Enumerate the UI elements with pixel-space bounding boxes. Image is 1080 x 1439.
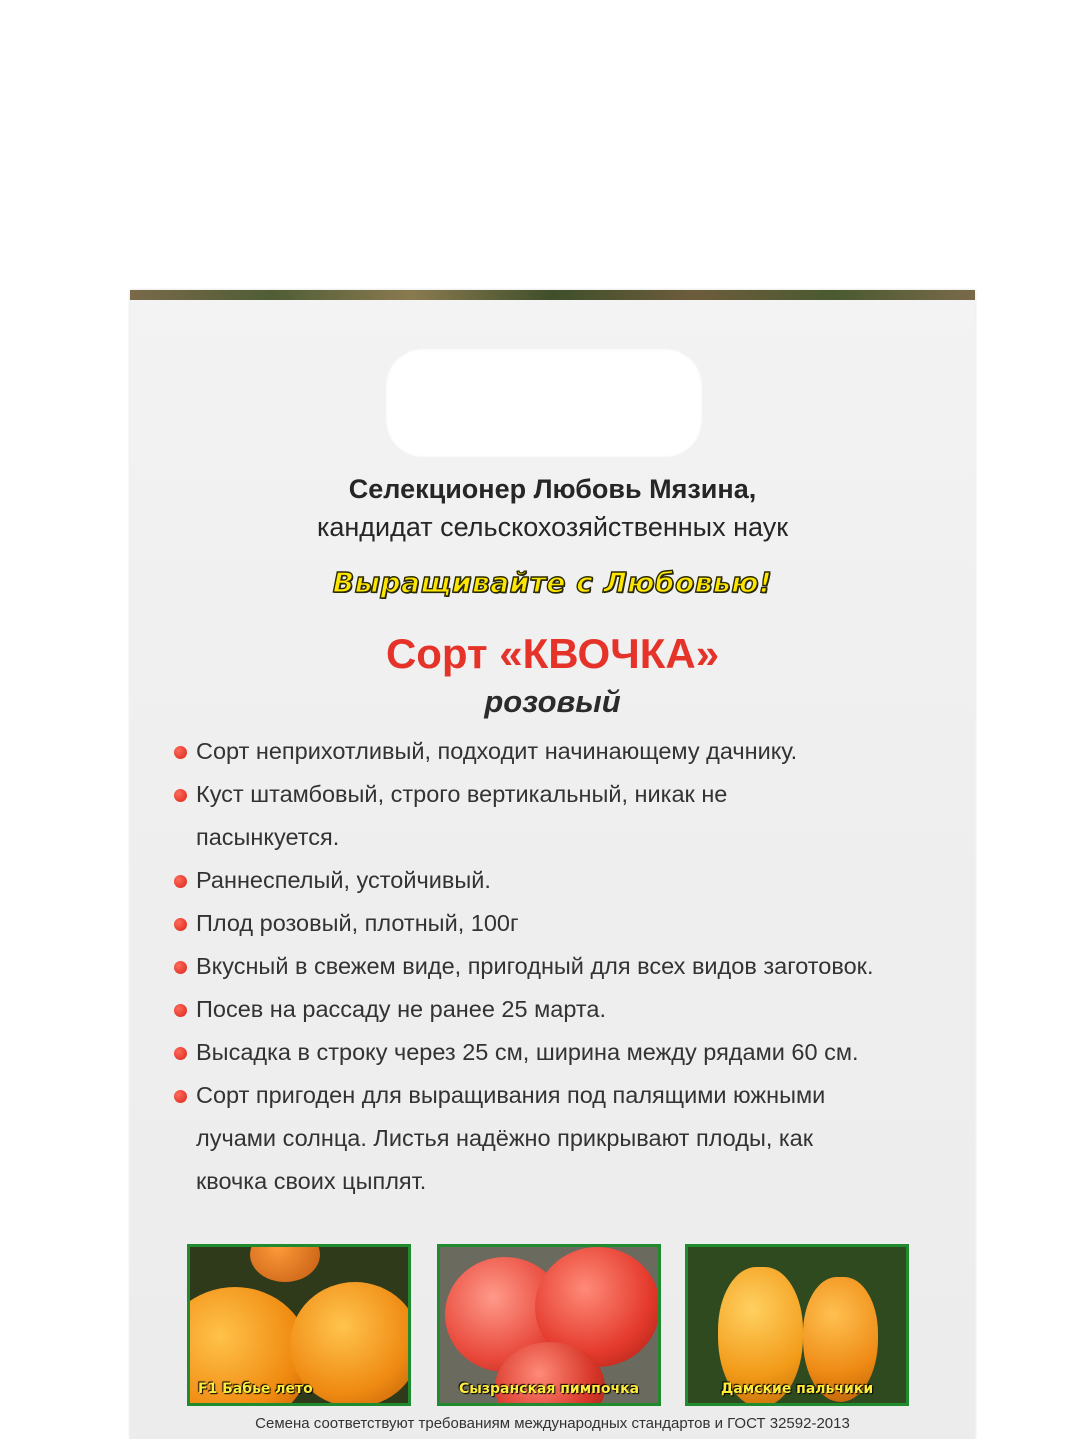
photo-damskie-palchiki (685, 1244, 909, 1406)
tomato-shape (250, 1244, 320, 1282)
feature-item: Сорт пригоден для выращивания под палящими южными лучами солнца. Листья надёжно прикрывают плоды, как квочка своих цыплят. (174, 1074, 964, 1203)
bullet-icon (174, 918, 187, 931)
variety-subtitle: розовый (484, 684, 621, 719)
bullet-icon (174, 789, 187, 802)
standards-note: Семена соответствуют требованиям международных стандартов и ГОСТ 32592-2013 (255, 1415, 850, 1432)
feature-item: Куст штамбовый, строго вертикальный, никак не пасынкуется. (174, 773, 964, 859)
bullet-icon (174, 875, 187, 888)
feature-item: Посев на рассаду не ранее 25 марта. (174, 988, 964, 1031)
hang-hole (385, 348, 703, 458)
breeder-title: кандидат сельскохозяйственных наук (316, 512, 789, 542)
bullet-icon (174, 1004, 187, 1017)
slogan: Выращивайте с Любовью! (332, 566, 773, 599)
feature-item: Сорт неприхотливый, подходит начинающему дачнику. (174, 730, 964, 773)
bullet-icon (174, 1090, 187, 1103)
photo-caption: F1 Бабье лето (198, 1381, 313, 1397)
packet-top-band (130, 290, 975, 300)
bullet-icon (174, 1047, 187, 1060)
breeder-name: Селекционер Любовь Мязина, (348, 474, 757, 504)
photo-babye-leto (187, 1244, 411, 1406)
photo-caption: Дамские пальчики (720, 1381, 874, 1397)
photo-syzranskaya-pimpochka (437, 1244, 661, 1406)
variety-photos (187, 1244, 907, 1404)
feature-item: Плод розовый, плотный, 100г (174, 902, 964, 945)
variety-title: Сорт «КВОЧКА» (385, 630, 720, 677)
feature-item: Раннеспелый, устойчивый. (174, 859, 964, 902)
bullet-icon (174, 746, 187, 759)
bullet-icon (174, 961, 187, 974)
seed-packet (130, 290, 975, 1439)
photo-caption: Сызранская пимпочка (458, 1381, 640, 1397)
feature-list (174, 730, 964, 1203)
feature-item: Высадка в строку через 25 см, ширина между рядами 60 см. (174, 1031, 964, 1074)
feature-item: Вкусный в свежем виде, пригодный для всех видов заготовок. (174, 945, 964, 988)
